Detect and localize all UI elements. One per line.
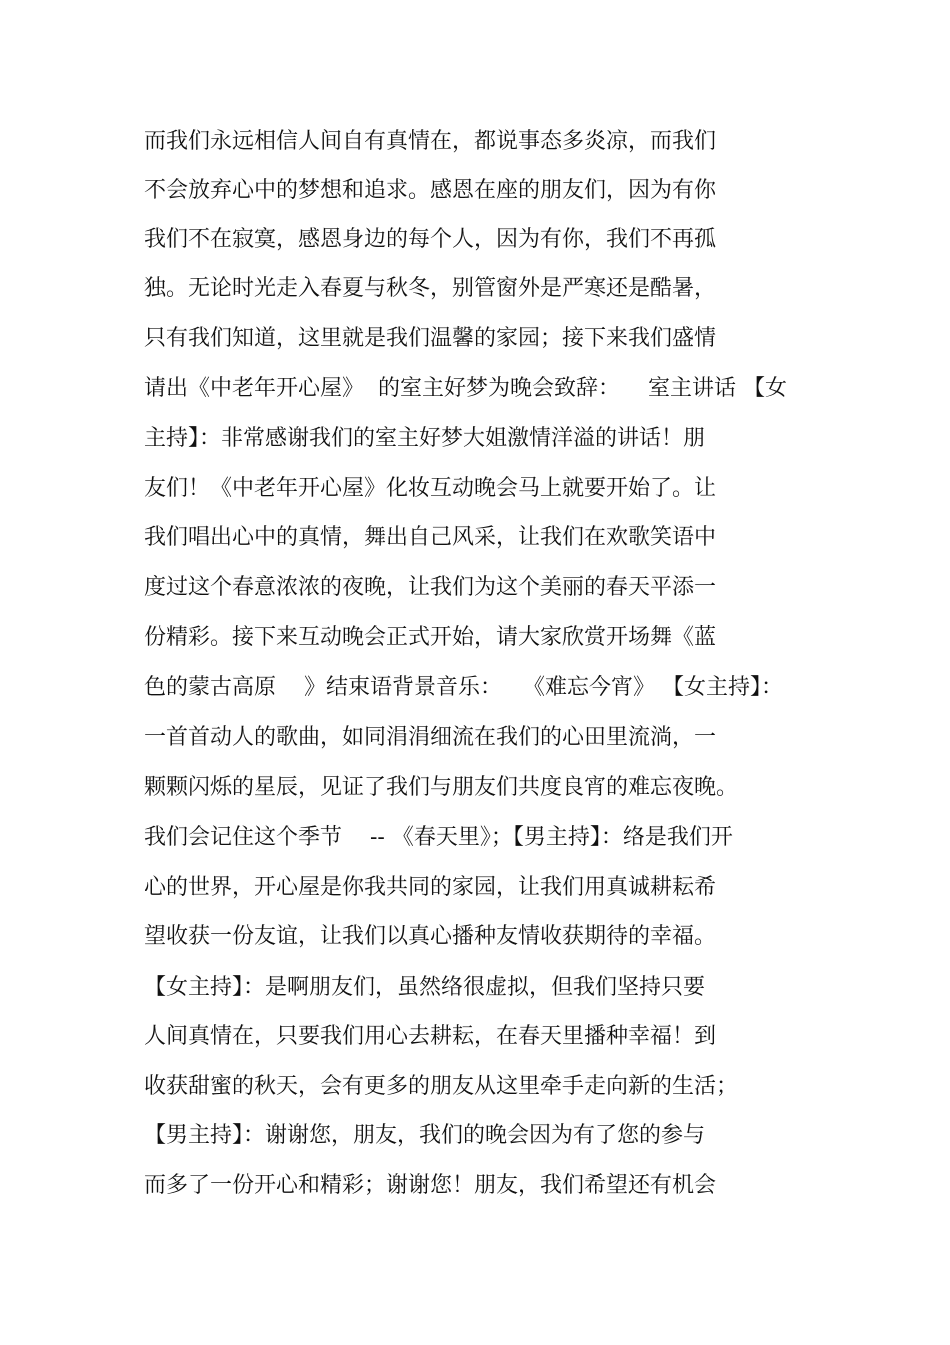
text-line: 人间真情在，只要我们用心去耕耘，在春天里播种幸福！到 — [144, 1024, 717, 1049]
text-line: 友们！《中老年开心屋》化妆互动晚会马上就要开始了。让 — [144, 476, 717, 501]
text-line: 只有我们知道，这里就是我们温馨的家园；接下来我们盛情 — [144, 326, 717, 351]
text-line: 而我们永远相信人间自有真情在，都说事态多炎凉，而我们 — [144, 129, 717, 154]
text-line: 心的世界，开心屋是你我共同的家园，让我们用真诚耕耘希 — [144, 875, 717, 900]
text-line: 不会放弃心中的梦想和追求。感恩在座的朋友们，因为有你 — [144, 178, 717, 203]
text-line: 【男主持】：谢谢您，朋友，我们的晚会因为有了您的参与 — [144, 1123, 706, 1148]
text-line: 一首首动人的歌曲，如同涓涓细流在我们的心田里流淌，一 — [144, 725, 717, 750]
text-line: 颗颗闪烁的星辰，见证了我们与朋友们共度良宵的难忘夜晚。 — [144, 775, 739, 800]
text-line: 望收获一份友谊，让我们以真心播种友情收获期待的幸福。 — [144, 924, 717, 949]
text-line: 我们不在寂寞，感恩身边的每个人，因为有你，我们不再孤 — [144, 227, 717, 252]
text-line: 我们会记住这个季节 -- 《春天里》；【男主持】：络是我们开 — [144, 825, 733, 850]
text-line: 独。无论时光走入春夏与秋冬，别管窗外是严寒还是酷暑， — [144, 276, 717, 301]
text-line: 色的蒙古高原 》结束语背景音乐： 《难忘今宵》 【女主持】： — [144, 675, 783, 700]
text-line: 【女主持】：是啊朋友们，虽然络很虚拟，但我们坚持只要 — [144, 975, 706, 1000]
text-line: 主持】：非常感谢我们的室主好梦大姐激情洋溢的讲话！朋 — [144, 426, 706, 451]
text-line: 度过这个春意浓浓的夜晚，让我们为这个美丽的春天平添一 — [144, 575, 717, 600]
text-line: 而多了一份开心和精彩；谢谢您！朋友，我们希望还有机会 — [144, 1173, 717, 1198]
text-line: 我们唱出心中的真情，舞出自己风采，让我们在欢歌笑语中 — [144, 525, 717, 550]
text-line: 份精彩。接下来互动晚会正式开始，请大家欣赏开场舞《蓝 — [144, 625, 717, 650]
text-line: 请出《中老年开心屋》 的室主好梦为晚会致辞： 室主讲话 【女 — [144, 376, 787, 401]
text-line: 收获甜蜜的秋天，会有更多的朋友从这里牵手走向新的生活； — [144, 1074, 739, 1099]
